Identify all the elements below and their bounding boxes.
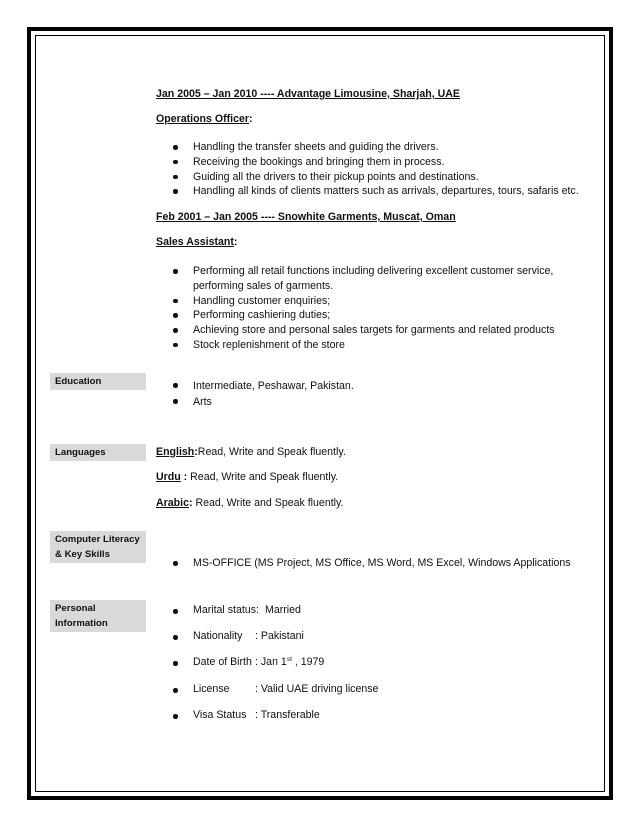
dob-sup: st xyxy=(286,656,292,663)
list-item xyxy=(170,394,354,410)
bullet-icon xyxy=(173,269,178,274)
dob-suffix: , 1979 xyxy=(291,656,325,668)
bullet-icon xyxy=(173,383,178,388)
language-urdu xyxy=(156,471,338,484)
field-value: : Pakistani xyxy=(255,630,304,642)
list-item xyxy=(170,308,555,323)
field-label: Visa Status xyxy=(193,709,247,721)
bullet-icon xyxy=(173,160,178,165)
field-value: : Transferable xyxy=(255,709,320,721)
duty-text: Handling all kinds of clients matters such as arrivals, departures, tours, safaris etc. xyxy=(193,185,579,198)
computer-list xyxy=(170,556,571,571)
list-item xyxy=(170,294,555,309)
job1-duties xyxy=(170,140,579,199)
bullet-icon xyxy=(173,313,178,318)
bullet-icon xyxy=(173,299,178,304)
job1-title: Operations Officer xyxy=(156,113,250,125)
bullet-icon xyxy=(173,609,178,614)
bullet-icon xyxy=(173,328,178,333)
bullet-icon xyxy=(173,688,178,693)
job2-title: Sales Assistant xyxy=(156,236,234,248)
field-value xyxy=(255,656,324,668)
field-label: Nationality xyxy=(193,630,243,642)
job2-header: Feb 2001 – Jan 2005 ---- Snowhite Garments, Muscat, Oman xyxy=(156,211,456,223)
language-english xyxy=(156,446,346,459)
bullet-icon xyxy=(173,714,178,719)
education-text: Arts xyxy=(193,396,212,408)
field-label: Date of Birth xyxy=(193,656,252,668)
list-item xyxy=(170,338,555,353)
language-sep: : xyxy=(188,497,193,509)
bullet-icon xyxy=(173,189,178,194)
section-label-computer xyxy=(50,531,146,563)
section-label-text: & Key Skills xyxy=(55,549,110,560)
duty-text: Guiding all the drivers to their pickup points and destinations. xyxy=(193,170,479,183)
list-item xyxy=(170,264,555,294)
language-sep: : xyxy=(180,471,188,483)
duty-text: Handling the transfer sheets and guiding the drivers. xyxy=(193,141,439,153)
list-item xyxy=(170,184,579,199)
duty-text: Stock replenishment of the store xyxy=(193,338,345,351)
job1-header: Jan 2005 – Jan 2010 ---- Advantage Limousine, Sharjah, UAE xyxy=(156,88,460,100)
bullet-icon xyxy=(173,145,178,150)
language-sep: : xyxy=(194,446,198,458)
education-list xyxy=(170,378,354,410)
duty-text: Achieving store and personal sales targets for garments and related products xyxy=(193,324,555,337)
job2-title-line: Sales Assistant: xyxy=(156,236,238,248)
language-name: Arabic xyxy=(156,497,189,509)
language-name: English xyxy=(156,446,195,458)
section-label-text: Computer Literacy xyxy=(55,534,140,545)
language-level: Read, Write and Speak fluently. xyxy=(197,446,346,458)
field-label: License xyxy=(193,683,230,695)
bullet-icon xyxy=(173,561,178,566)
bullet-icon xyxy=(173,175,178,180)
language-name: Urdu xyxy=(156,471,181,483)
section-label-personal xyxy=(50,600,146,632)
duty-text: Handling customer enquiries; xyxy=(193,294,331,307)
language-level: Read, Write and Speak fluently. xyxy=(187,471,339,483)
job1-title-line: Operations Officer: xyxy=(156,113,253,125)
list-item xyxy=(170,323,555,338)
duty-text-continued: performing sales of garments. xyxy=(193,279,334,292)
skill-text: MS-OFFICE (MS Project, MS Office, MS Word, MS Excel, Windows Applications xyxy=(193,557,571,569)
list-item xyxy=(170,140,579,155)
section-label-education xyxy=(50,373,146,390)
language-arabic xyxy=(156,497,343,510)
bullet-icon xyxy=(173,661,178,666)
bullet-icon xyxy=(173,635,178,640)
list-item xyxy=(170,170,579,185)
section-label-text: Personal xyxy=(55,603,96,614)
list-item xyxy=(170,556,571,571)
section-label-text: Information xyxy=(55,618,108,629)
field-value: Married xyxy=(265,604,301,616)
list-item xyxy=(170,378,354,394)
duty-text: Receiving the bookings and bringing them in process. xyxy=(193,155,445,168)
section-label-text: Education xyxy=(55,376,102,387)
list-item xyxy=(170,155,579,170)
field-value: : Valid UAE driving license xyxy=(255,683,379,695)
duty-text: Performing all retail functions including delivering excellent customer service, xyxy=(193,265,554,277)
field-label: Marital status: xyxy=(193,604,259,616)
section-label-languages xyxy=(50,444,146,461)
dob-prefix: : Jan 1 xyxy=(255,656,287,668)
bullet-icon xyxy=(173,343,178,348)
bullet-icon xyxy=(173,399,178,404)
duty-text: Performing cashiering duties; xyxy=(193,309,331,322)
job2-duties xyxy=(170,264,555,353)
education-text: Intermediate, Peshawar, Pakistan. xyxy=(193,380,354,392)
language-level: Read, Write and Speak fluently. xyxy=(192,497,344,509)
section-label-text: Languages xyxy=(55,447,106,458)
